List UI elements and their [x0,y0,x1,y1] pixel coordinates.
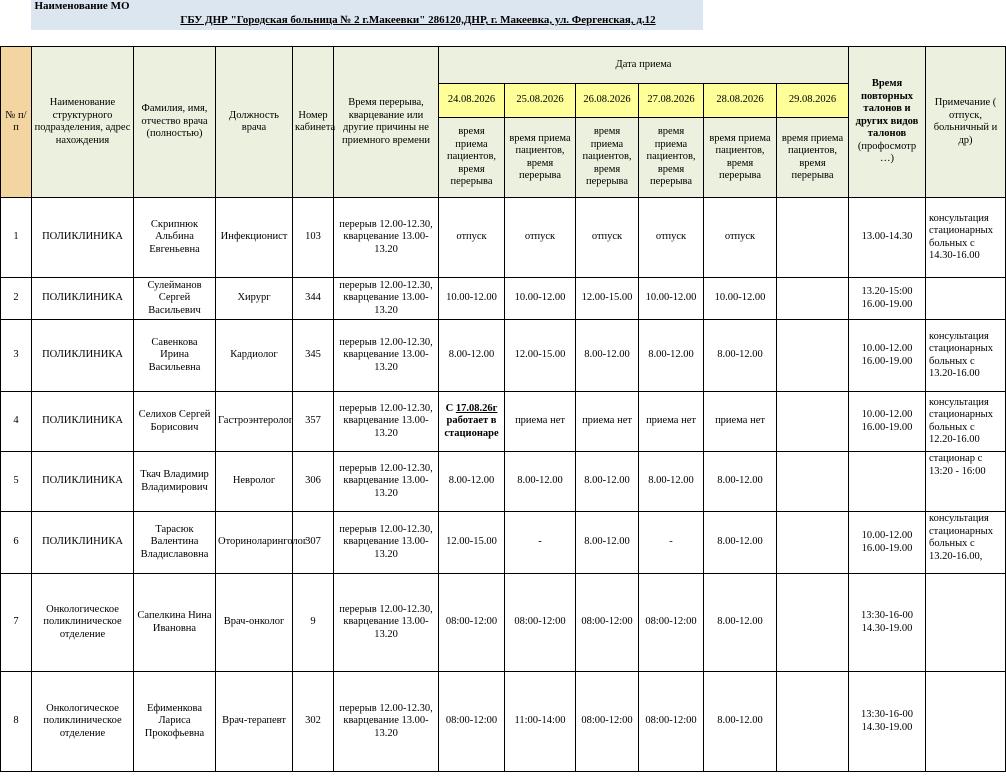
row-repeat: 10.00-12.00 16.00-19.00 [849,512,926,574]
header-position: Должность врача [216,47,293,198]
row-day: 10.00-12.00 [439,278,505,320]
hospital-note-prefix: С [445,402,456,414]
row-note: стационар с 13:20 - 16:00 [926,452,1006,512]
row-day: 8.00-12.00 [704,452,777,512]
row-repeat: 13.00-14.30 [849,198,926,278]
row-day: 08:00-12:00 [576,672,639,772]
header-doctor: Фамилия, имя, отчество врача (полностью) [134,47,216,198]
row-doctor: Селихов Сергей Борисович [134,392,216,452]
row-day: 11:00-14:00 [505,672,576,772]
row-day: 8.00-12.00 [704,672,777,772]
row-doctor: Тарасюк Валентина Владиславовна [134,512,216,574]
row-cabinet: 103 [293,198,334,278]
row-day: 8.00-12.00 [704,320,777,392]
row-day: отпуск [704,198,777,278]
row-day: 8.00-12.00 [639,320,704,392]
row-day [777,278,849,320]
date-header: 25.08.2026 [505,84,576,118]
row-day: - [505,512,576,574]
row-day: 08:00-12:00 [639,574,704,672]
header-note: Примечание ( отпуск, больничный и др) [926,47,1006,198]
table-row [1,278,1006,320]
row-repeat: 13:30-16-00 14.30-19.00 [849,672,926,772]
row-day: 08:00-12:00 [439,672,505,772]
row-day: 10.00-12.00 [639,278,704,320]
row-position: Врач-онколог [216,574,293,672]
banner [0,0,1005,46]
row-repeat: 10.00-12.00 16.00-19.00 [849,392,926,452]
row-repeat: 13.20-15:00 16.00-19.00 [849,278,926,320]
row-position: Гастроэнтеролог [216,392,293,452]
row-breaks: перерыв 12.00-12.30, кварцевание 13.00-13.20 [334,198,439,278]
date-subheader: время приема пациентов, время перерыва [704,118,777,198]
header-breaks: Время перерыва, кварцевание или другие причины не приемного времени [334,47,439,198]
row-num: 1 [1,198,32,278]
row-num: 6 [1,512,32,574]
date-subheader: время приема пациентов, время перерыва [505,118,576,198]
header-date-group: Дата приема [439,47,849,84]
row-day: 8.00-12.00 [439,452,505,512]
row-day: 8.00-12.00 [439,320,505,392]
row-unit: ПОЛИКЛИНИКА [32,198,134,278]
row-num: 7 [1,574,32,672]
row-unit: ПОЛИКЛИНИКА [32,392,134,452]
org-name: ГБУ ДНР "Городская больница № 2 г.Макеевки" 286120,ДНР, г. Макеевка, ул. Фергенская, д.12 [133,0,703,30]
row-position: Инфекционист [216,198,293,278]
date-subheader: время приема пациентов, время перерыва [439,118,505,198]
row-day: 8.00-12.00 [639,452,704,512]
hospital-note-suffix: работает в стационаре [444,415,499,439]
row-day [777,672,849,772]
row-day: 08:00-12:00 [505,574,576,672]
row-day: отпуск [639,198,704,278]
header-unit: Наименование структурного подразделения, адрес нахождения [32,47,134,198]
row-num: 4 [1,392,32,452]
row-day: 12.00-15.00 [505,320,576,392]
row-unit: Онкологическое поликлиническое отделение [32,574,134,672]
row-day: 8.00-12.00 [704,574,777,672]
date-subheader: время приема пациентов, время перерыва [777,118,849,198]
schedule-table [0,46,1006,772]
row-day: приема нет [639,392,704,452]
row-position: Оториноларинголог [216,512,293,574]
row-day: 8.00-12.00 [576,452,639,512]
row-day: приема нет [704,392,777,452]
table-row [1,392,1006,452]
row-day-hospital-note [439,392,505,452]
row-day: 12.00-15.00 [439,512,505,574]
row-note: консультация стационарных больных с 13.20-16.00 [926,320,1006,392]
row-cabinet: 9 [293,574,334,672]
date-header: 24.08.2026 [439,84,505,118]
row-doctor: Савенкова Ирина Васильевна [134,320,216,392]
org-label: Наименование МО [31,0,133,30]
row-day: приема нет [505,392,576,452]
row-num: 5 [1,452,32,512]
row-day: 08:00-12:00 [439,574,505,672]
row-day: отпуск [439,198,505,278]
row-cabinet: 306 [293,452,334,512]
row-day: 8.00-12.00 [576,512,639,574]
row-note [926,278,1006,320]
row-day: 10.00-12.00 [505,278,576,320]
header-repeat [849,47,926,198]
table-row [1,574,1006,672]
row-doctor: Ткач Владимир Владимирович [134,452,216,512]
row-day: 08:00-12:00 [576,574,639,672]
row-note: консультация стационарных больных с 12.20-16.00 [926,392,1006,452]
row-breaks: перерыв 12.00-12.30, кварцевание 13.00-13.20 [334,512,439,574]
row-note [926,672,1006,772]
row-num: 3 [1,320,32,392]
row-note: консультация стационарных больных с 13.20-16.00, [926,512,1006,574]
row-unit: ПОЛИКЛИНИКА [32,278,134,320]
row-breaks: перерыв 12.00-12.30, кварцевание 13.00-13.20 [334,320,439,392]
hospital-note-date: 17.08.26г [455,402,498,414]
row-day: 08:00-12:00 [639,672,704,772]
row-note [926,574,1006,672]
row-repeat [849,452,926,512]
date-header: 26.08.2026 [576,84,639,118]
row-cabinet: 357 [293,392,334,452]
row-num: 2 [1,278,32,320]
row-position: Хирург [216,278,293,320]
row-unit: ПОЛИКЛИНИКА [32,512,134,574]
row-breaks: перерыв 12.00-12.30, кварцевание 13.00-13.20 [334,278,439,320]
row-breaks: перерыв 12.00-12.30, кварцевание 13.00-13.20 [334,392,439,452]
row-note: консультация стационарных больных с 14.30-16.00 [926,198,1006,278]
row-day: отпуск [505,198,576,278]
row-day [777,574,849,672]
row-num: 8 [1,672,32,772]
row-unit: ПОЛИКЛИНИКА [32,452,134,512]
date-header: 29.08.2026 [777,84,849,118]
table-row [1,320,1006,392]
row-unit: ПОЛИКЛИНИКА [32,320,134,392]
table-row [1,452,1006,512]
row-doctor: Сулейманов Сергей Васильевич [134,278,216,320]
row-unit: Онкологическое поликлиническое отделение [32,672,134,772]
row-day: - [639,512,704,574]
row-day [777,512,849,574]
header-num: № п/п [1,47,32,198]
row-doctor: Ефименкова Лариса Прокофьевна [134,672,216,772]
row-day [777,198,849,278]
row-repeat: 10.00-12.00 16.00-19.00 [849,320,926,392]
row-day: приема нет [576,392,639,452]
row-breaks: перерыв 12.00-12.30, кварцевание 13.00-13.20 [334,452,439,512]
row-day: 8.00-12.00 [505,452,576,512]
row-day [777,320,849,392]
row-day: 12.00-15.00 [576,278,639,320]
row-repeat: 13:30-16-00 14.30-19.00 [849,574,926,672]
row-day: отпуск [576,198,639,278]
date-subheader: время приема пациентов, время перерыва [576,118,639,198]
row-cabinet: 345 [293,320,334,392]
row-day: 10.00-12.00 [704,278,777,320]
row-day [777,452,849,512]
row-position: Кардиолог [216,320,293,392]
row-position: Невролог [216,452,293,512]
header-repeat-sub: (профосмотр …) [857,140,917,165]
table-row [1,512,1006,574]
table-row [1,198,1006,278]
date-header: 27.08.2026 [639,84,704,118]
row-cabinet: 307 [293,512,334,574]
row-day: 8.00-12.00 [576,320,639,392]
date-subheader: время приема пациентов, время перерыва [639,118,704,198]
header-repeat-title: Время повторных талонов и других видов талонов [855,78,919,140]
row-day [777,392,849,452]
row-cabinet: 344 [293,278,334,320]
row-breaks: перерыв 12.00-12.30, кварцевание 13.00-13.20 [334,574,439,672]
row-breaks: перерыв 12.00-12.30, кварцевание 13.00-13.20 [334,672,439,772]
row-doctor: Сапелкина Нина Ивановна [134,574,216,672]
row-day: 8.00-12.00 [704,512,777,574]
date-header: 28.08.2026 [704,84,777,118]
row-doctor: Скрипнюк Альбина Евгеньевна [134,198,216,278]
header-cabinet: Номер кабинета [293,47,334,198]
row-cabinet: 302 [293,672,334,772]
row-position: Врач-терапевт [216,672,293,772]
table-row [1,672,1006,772]
